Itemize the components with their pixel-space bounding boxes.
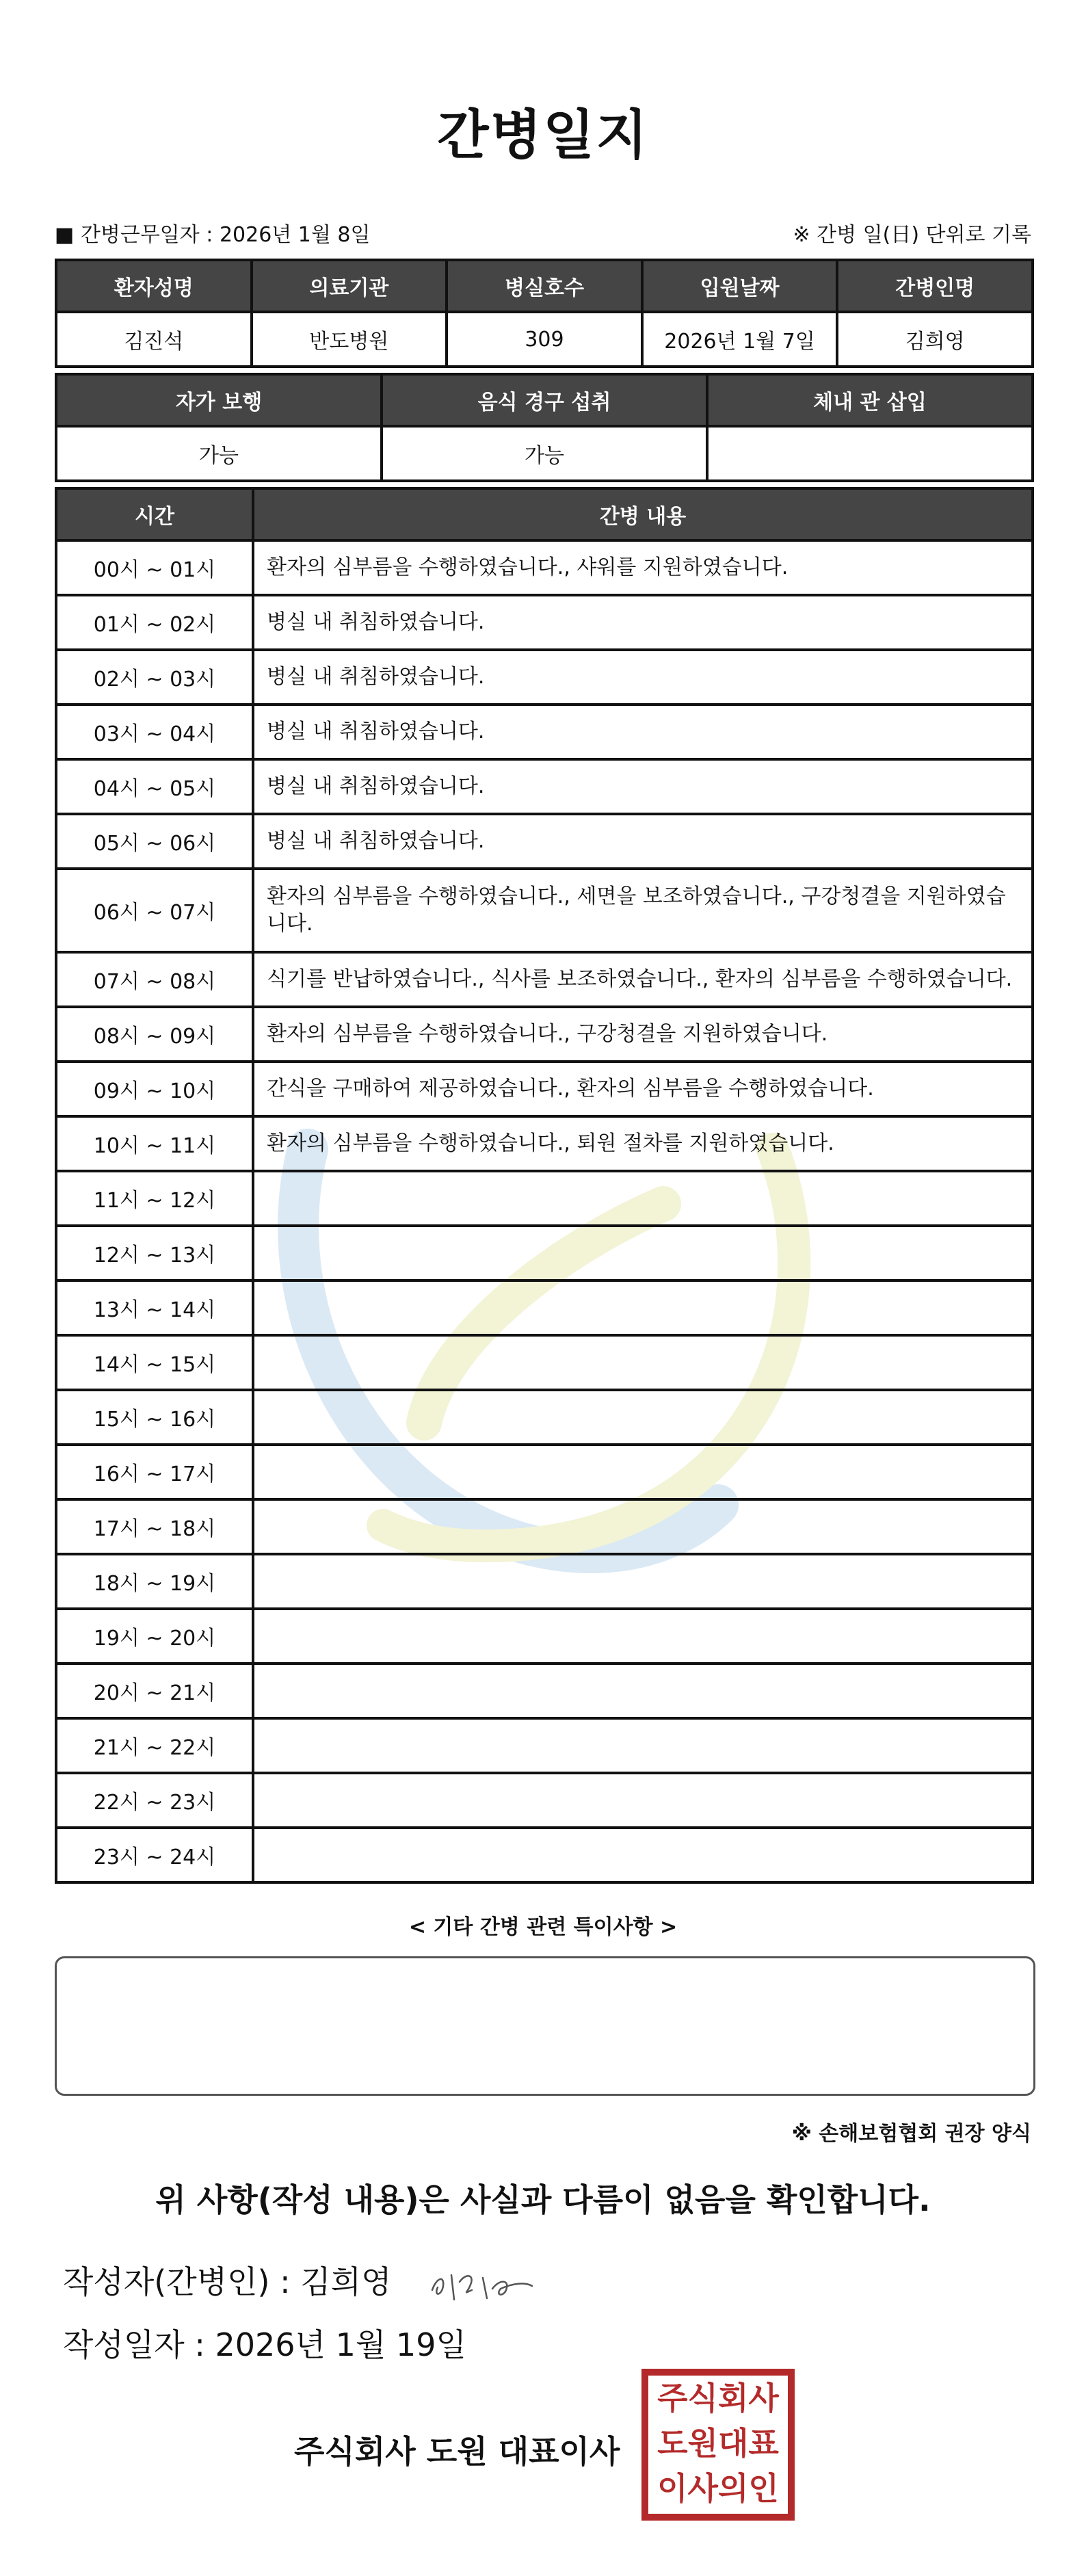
care-content-cell bbox=[253, 1335, 1033, 1390]
writer-line: 작성자(간병인) : 김희영 bbox=[63, 2263, 392, 2300]
time-cell: 18시 ~ 19시 bbox=[56, 1554, 253, 1609]
seal-line: 주식회사 bbox=[657, 2380, 779, 2417]
table-row bbox=[56, 1280, 1033, 1335]
care-content-cell: 간식을 구매하여 제공하였습니다., 환자의 심부름을 수행하였습니다. bbox=[253, 1062, 1033, 1116]
seal-line: 이사의인 bbox=[657, 2470, 779, 2507]
care-log-rows bbox=[56, 540, 1033, 1882]
care-content-cell bbox=[253, 1718, 1033, 1773]
table-row bbox=[56, 1554, 1033, 1609]
time-cell: 02시 ~ 03시 bbox=[56, 650, 253, 705]
table-row bbox=[56, 1007, 1033, 1062]
time-cell: 19시 ~ 20시 bbox=[56, 1609, 253, 1664]
header-oral-intake: 음식 경구 섭취 bbox=[382, 374, 707, 426]
table-row bbox=[56, 1116, 1033, 1171]
header-tube: 체내 관 삽입 bbox=[707, 374, 1033, 426]
care-content-cell: 환자의 심부름을 수행하였습니다., 퇴원 절차를 지원하였습니다. bbox=[253, 1116, 1033, 1171]
table-row bbox=[56, 1718, 1033, 1773]
care-content-cell bbox=[253, 1171, 1033, 1226]
care-content-cell: 병실 내 취침하였습니다. bbox=[253, 650, 1033, 705]
time-cell: 14시 ~ 15시 bbox=[56, 1335, 253, 1390]
time-cell: 11시 ~ 12시 bbox=[56, 1171, 253, 1226]
page-title: 간병일지 bbox=[437, 105, 649, 166]
table-row bbox=[56, 1171, 1033, 1226]
time-cell: 03시 ~ 04시 bbox=[56, 705, 253, 759]
signature-icon bbox=[424, 2255, 540, 2309]
admission-date: 2026년 1월 7일 bbox=[642, 312, 838, 367]
time-cell: 09시 ~ 10시 bbox=[56, 1062, 253, 1116]
time-cell: 01시 ~ 02시 bbox=[56, 595, 253, 650]
table-row bbox=[56, 1226, 1033, 1280]
care-content-cell bbox=[253, 1773, 1033, 1828]
care-log-table bbox=[55, 487, 1034, 1884]
remarks-title: < 기타 간병 관련 특이사항 > bbox=[408, 1915, 678, 1939]
time-cell: 07시 ~ 08시 bbox=[56, 952, 253, 1007]
care-content-cell: 환자의 심부름을 수행하였습니다., 샤워를 지원하였습니다. bbox=[253, 540, 1033, 595]
time-cell: 04시 ~ 05시 bbox=[56, 759, 253, 814]
company-seal-icon bbox=[641, 2369, 795, 2521]
care-content-cell bbox=[253, 1664, 1033, 1718]
time-cell: 20시 ~ 21시 bbox=[56, 1664, 253, 1718]
header-care-content: 간병 내용 bbox=[253, 488, 1033, 540]
care-content-cell bbox=[253, 1390, 1033, 1445]
time-cell: 10시 ~ 11시 bbox=[56, 1116, 253, 1171]
table-row bbox=[56, 650, 1033, 705]
walking-status: 가능 bbox=[56, 426, 382, 481]
care-content-cell bbox=[253, 1445, 1033, 1499]
time-cell: 21시 ~ 22시 bbox=[56, 1718, 253, 1773]
time-cell: 23시 ~ 24시 bbox=[56, 1828, 253, 1882]
unit-note: ※ 간병 일(日) 단위로 기록 bbox=[793, 223, 1031, 247]
source-note: ※ 손해보험협회 권장 양식 bbox=[791, 2122, 1031, 2146]
care-content-cell bbox=[253, 1280, 1033, 1335]
header-room: 병실호수 bbox=[447, 260, 642, 312]
institution: 반도병원 bbox=[252, 312, 447, 367]
patient-info-table bbox=[55, 259, 1034, 368]
care-content-cell: 병실 내 취침하였습니다. bbox=[253, 595, 1033, 650]
care-content-cell bbox=[253, 1828, 1033, 1882]
care-content-cell: 식기를 반납하였습니다., 식사를 보조하였습니다., 환자의 심부름을 수행하였습니다. bbox=[253, 952, 1033, 1007]
table-row bbox=[56, 705, 1033, 759]
care-content-cell bbox=[253, 1226, 1033, 1280]
company-representative: 주식회사 도원 대표이사 bbox=[294, 2433, 620, 2470]
table-row bbox=[56, 1062, 1033, 1116]
header-institution: 의료기관 bbox=[252, 260, 447, 312]
table-row bbox=[56, 952, 1033, 1007]
table-row bbox=[56, 759, 1033, 814]
table-row bbox=[56, 1609, 1033, 1664]
header-patient-name: 환자성명 bbox=[56, 260, 252, 312]
time-cell: 22시 ~ 23시 bbox=[56, 1773, 253, 1828]
table-row bbox=[56, 1499, 1033, 1554]
time-cell: 05시 ~ 06시 bbox=[56, 814, 253, 869]
table-row bbox=[56, 595, 1033, 650]
table-row bbox=[56, 1773, 1033, 1828]
table-row bbox=[56, 1445, 1033, 1499]
room-number: 309 bbox=[447, 312, 642, 367]
care-content-cell: 병실 내 취침하였습니다. bbox=[253, 705, 1033, 759]
confirmation-statement: 위 사항(작성 내용)은 사실과 다름이 없음을 확인합니다. bbox=[155, 2181, 931, 2218]
time-cell: 08시 ~ 09시 bbox=[56, 1007, 253, 1062]
table-row bbox=[56, 540, 1033, 595]
patient-status-table bbox=[55, 373, 1034, 482]
work-date: ■ 간병근무일자 : 2026년 1월 8일 bbox=[55, 223, 371, 247]
care-content-cell: 병실 내 취침하였습니다. bbox=[253, 814, 1033, 869]
written-date: 작성일자 : 2026년 1월 19일 bbox=[63, 2326, 466, 2363]
header-walking: 자가 보행 bbox=[56, 374, 382, 426]
remarks-box bbox=[55, 1956, 1035, 2096]
header-caregiver: 간병인명 bbox=[837, 260, 1033, 312]
care-content-cell bbox=[253, 1609, 1033, 1664]
table-row bbox=[56, 1390, 1033, 1445]
care-content-cell: 병실 내 취침하였습니다. bbox=[253, 759, 1033, 814]
caregiver-name: 김희영 bbox=[837, 312, 1033, 367]
care-content-cell: 환자의 심부름을 수행하였습니다., 구강청결을 지원하였습니다. bbox=[253, 1007, 1033, 1062]
time-cell: 15시 ~ 16시 bbox=[56, 1390, 253, 1445]
patient-name: 김진석 bbox=[56, 312, 252, 367]
care-content-cell bbox=[253, 1554, 1033, 1609]
header-admission-date: 입원날짜 bbox=[642, 260, 838, 312]
tube-status bbox=[707, 426, 1033, 481]
table-row bbox=[56, 814, 1033, 869]
table-row bbox=[56, 1664, 1033, 1718]
time-cell: 06시 ~ 07시 bbox=[56, 869, 253, 952]
time-cell: 17시 ~ 18시 bbox=[56, 1499, 253, 1554]
seal-line: 도원대표 bbox=[657, 2425, 779, 2462]
time-cell: 16시 ~ 17시 bbox=[56, 1445, 253, 1499]
table-row bbox=[56, 1828, 1033, 1882]
time-cell: 13시 ~ 14시 bbox=[56, 1280, 253, 1335]
time-cell: 12시 ~ 13시 bbox=[56, 1226, 253, 1280]
care-content-cell bbox=[253, 1499, 1033, 1554]
oral-intake-status: 가능 bbox=[382, 426, 707, 481]
table-row bbox=[56, 869, 1033, 952]
time-cell: 00시 ~ 01시 bbox=[56, 540, 253, 595]
table-row bbox=[56, 1335, 1033, 1390]
care-content-cell: 환자의 심부름을 수행하였습니다., 세면을 보조하였습니다., 구강청결을 지원하였습니다. bbox=[253, 869, 1033, 952]
header-time: 시간 bbox=[56, 488, 253, 540]
